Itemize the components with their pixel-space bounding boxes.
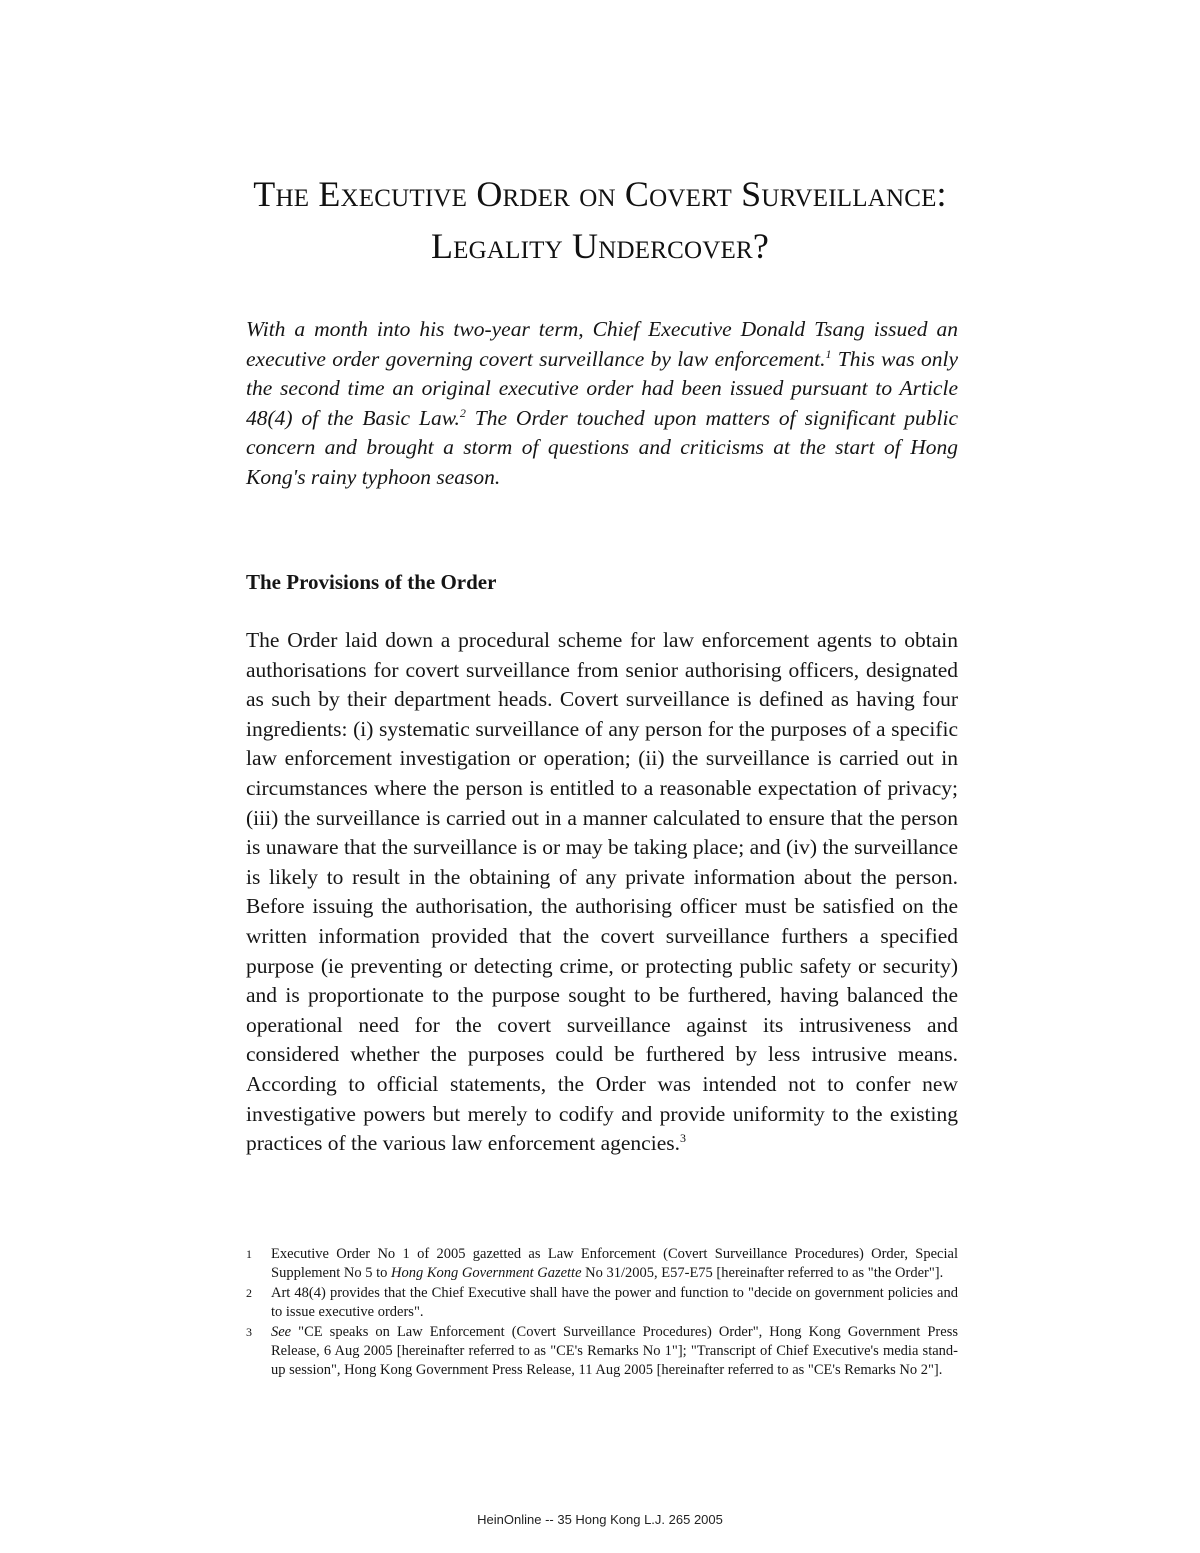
footnote-number: 2 xyxy=(246,1286,252,1301)
abstract-paragraph xyxy=(246,315,958,493)
footnote-ref-1[interactable]: 1 xyxy=(825,346,832,361)
footnote-text: "CE speaks on Law Enforcement (Covert Surveillance Procedures) Order", Hong Kong Government Press Release, 6 Aug 2005 [hereinafter referred to as "CE's Remarks No 1"]; "Transcript of Chief Executive's media stand-up session", Hong Kong Government Press Release, 11 Aug 2005 [hereinafter referred to as "CE's Remarks No 2"]. xyxy=(271,1324,958,1378)
footnote-2 xyxy=(246,1284,958,1321)
body-paragraph-text: The Order laid down a procedural scheme for law enforcement agents to obtain authorisations for covert surveillance from senior authorising officers, designated as such by their department heads. Covert surveillance is defined as having four ingredients: (i) systematic surveillance of any person for the purposes of a specific law enforcement investigation or operation; (ii) the surveillance is carried out in circumstances where the person is entitled to a reasonable expectation of privacy; (iii) the surveillance is carried out in a manner calculated to ensure that the person is unaware that the surveillance is or may be taking place; and (iv) the surveillance is likely to result in the obtaining of any private information about the person. Before issuing the authorisation, the authorising officer must be satisfied on the written information provided that the covert surveillance furthers a specified purpose (ie preventing or detecting crime, or protecting public safety or security) and is proportionate to the purpose sought to be furthered, having balanced the operational need for the covert surveillance against its intrusiveness and considered whether the purposes could be furthered by less intrusive means. According to official statements, the Order was intended not to confer new investigative powers but merely to codify and provide uniformity to the existing practices of the various law enforcement agencies. xyxy=(246,628,958,1156)
body-paragraph xyxy=(246,626,958,1159)
abstract-text-3: The Order touched upon matters of significant public concern and brought a storm of questions and criticisms at the start of Hong Kong's rainy typhoon season. xyxy=(246,405,959,489)
footnote-italic: Hong Kong Government Gazette xyxy=(391,1264,582,1281)
footnote-ref-2[interactable]: 2 xyxy=(459,405,466,420)
title-line-2: Legality Undercover? xyxy=(430,226,770,266)
footnote-text: Art 48(4) provides that the Chief Executive shall have the power and function to "decide on government policies and to issue executive orders". xyxy=(271,1285,958,1320)
abstract-text-1: With a month into his two-year term, Chief Executive Donald Tsang issued an executive order governing covert surveillance by law enforcement. xyxy=(246,317,958,371)
footnote-number: 1 xyxy=(246,1247,252,1261)
article-title xyxy=(0,168,1200,272)
footnote-1 xyxy=(246,1245,958,1282)
footnote-text: No 31/2005, E57-E75 [hereinafter referred to as "the Order"]. xyxy=(581,1264,944,1281)
section-heading: The Provisions of the Order xyxy=(246,570,497,594)
title-line-1: The Executive Order on Covert Surveillance: xyxy=(253,174,947,214)
footnote-text: Executive Order No 1 of 2005 gazetted as Law Enforcement (Covert Surveillance Procedures) Order, Special Supplement No 5 to xyxy=(271,1246,958,1281)
footnote-italic: See xyxy=(271,1324,292,1341)
abstract-text-2: This was only the second time an original executive order had been issued pursuant to Article 48(4) of the Basic Law. xyxy=(246,346,958,430)
footnotes xyxy=(246,1245,958,1381)
footnote-ref-3[interactable]: 3 xyxy=(679,1130,686,1145)
footnote-number: 3 xyxy=(246,1325,252,1340)
footnote-3 xyxy=(246,1323,958,1379)
page-footer: HeinOnline -- 35 Hong Kong L.J. 265 2005 xyxy=(477,1512,723,1527)
